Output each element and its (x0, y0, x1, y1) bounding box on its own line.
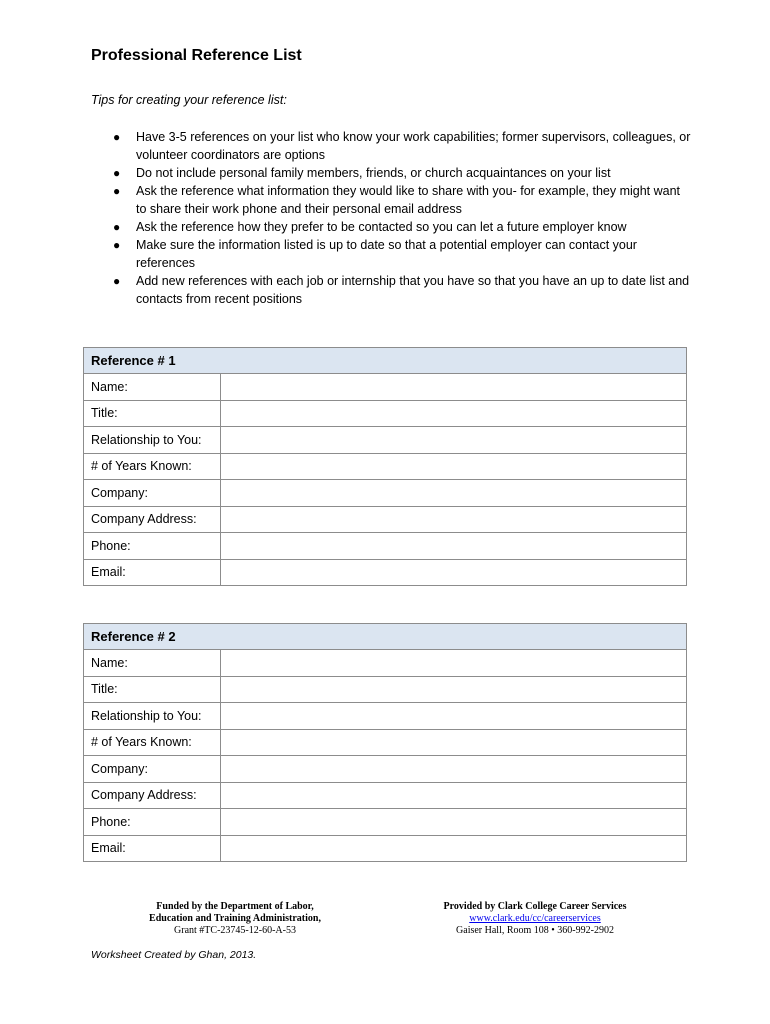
email-field[interactable] (221, 835, 687, 862)
tips-heading: Tips for creating your reference list: (91, 93, 287, 107)
career-services-link[interactable]: www.clark.edu/cc/careerservices (469, 913, 601, 924)
worksheet-credit: Worksheet Created by Ghan, 2013. (91, 949, 257, 961)
field-label: Title: (84, 400, 221, 427)
years-known-field[interactable] (221, 453, 687, 480)
table-row (84, 427, 687, 454)
phone-field[interactable] (221, 533, 687, 560)
tip-item: ● Ask the reference what information they would like to share with you- for example, they might want to share their work phone and their personal email address (113, 184, 681, 216)
company-field[interactable] (221, 480, 687, 507)
bullet-icon: ● (113, 220, 121, 234)
field-label: Name: (84, 374, 221, 401)
table-row (84, 400, 687, 427)
table-row (84, 835, 687, 862)
table-row (84, 374, 687, 401)
field-label: Company Address: (84, 782, 221, 809)
reference-2-heading: Reference # 2 (84, 624, 687, 650)
field-label: Relationship to You: (84, 703, 221, 730)
field-label: Email: (84, 559, 221, 586)
table-row (84, 729, 687, 756)
field-label: Relationship to You: (84, 427, 221, 454)
company-address-field[interactable] (221, 782, 687, 809)
field-label: Company: (84, 756, 221, 783)
company-field[interactable] (221, 756, 687, 783)
bullet-icon: ● (113, 166, 121, 180)
tip-item: ● Ask the reference how they prefer to be contacted so you can let a future employer know (113, 220, 627, 234)
field-label: Company Address: (84, 506, 221, 533)
funding-notice: Funded by the Department of Labor, Education and Training Administration, Grant #TC-23745-12-60-A-53 (149, 901, 321, 936)
tips-list (91, 128, 691, 308)
table-row (84, 480, 687, 507)
reference-1-table (83, 347, 687, 586)
bullet-icon: ● (113, 238, 121, 252)
title-field[interactable] (221, 676, 687, 703)
field-label: # of Years Known: (84, 729, 221, 756)
field-label: Company: (84, 480, 221, 507)
table-row (84, 506, 687, 533)
name-field[interactable] (221, 650, 687, 677)
field-label: Phone: (84, 809, 221, 836)
field-label: Name: (84, 650, 221, 677)
field-label: # of Years Known: (84, 453, 221, 480)
table-row (84, 650, 687, 677)
phone-field[interactable] (221, 809, 687, 836)
reference-2-table (83, 623, 687, 862)
table-row (84, 782, 687, 809)
bullet-icon: ● (113, 274, 121, 288)
field-label: Title: (84, 676, 221, 703)
relationship-field[interactable] (221, 427, 687, 454)
table-row (84, 676, 687, 703)
table-row (84, 756, 687, 783)
company-address-field[interactable] (221, 506, 687, 533)
provider-notice: Provided by Clark College Career Services www.clark.edu/cc/careerservices Gaiser Hall, Room 108 • 360-992-2902 (420, 901, 650, 937)
table-row (84, 559, 687, 586)
field-label: Phone: (84, 533, 221, 560)
tip-item: ● Add new references with each job or internship that you have so that you have an up to date list and contacts from recent positions (113, 274, 690, 306)
title-field[interactable] (221, 400, 687, 427)
table-row (84, 703, 687, 730)
table-row (84, 809, 687, 836)
name-field[interactable] (221, 374, 687, 401)
field-label: Email: (84, 835, 221, 862)
reference-1-heading: Reference # 1 (84, 348, 687, 374)
bullet-icon: ● (113, 184, 121, 198)
tip-item: ● Have 3-5 references on your list who know your work capabilities; former supervisors, colleagues, or volunteer coordinators are options (113, 130, 691, 162)
email-field[interactable] (221, 559, 687, 586)
table-row (84, 533, 687, 560)
tip-item: ● Do not include personal family members, friends, or church acquaintances on your list (113, 166, 611, 180)
bullet-icon: ● (113, 130, 121, 144)
page-title: Professional Reference List (91, 47, 302, 64)
tip-item: ● Make sure the information listed is up to date so that a potential employer can contact your references (113, 238, 637, 270)
years-known-field[interactable] (221, 729, 687, 756)
relationship-field[interactable] (221, 703, 687, 730)
table-row (84, 453, 687, 480)
